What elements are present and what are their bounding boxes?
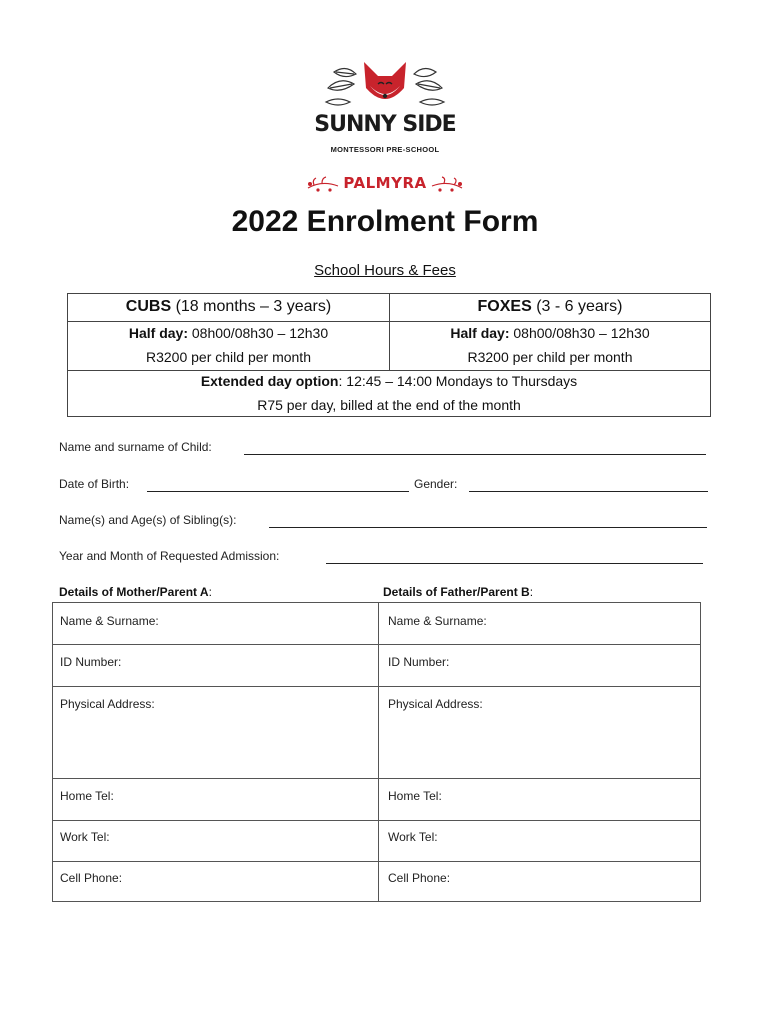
admission-field[interactable] [326,563,703,564]
fox-icon [320,58,450,118]
foxes-halfday-label: Half day: [450,325,510,341]
parent-row-divider [53,644,700,645]
campus-banner [300,172,470,198]
cubs-age: (18 months – 3 years) [171,298,332,315]
parent-column-divider [378,603,379,901]
dob-field[interactable] [147,491,409,492]
fees-heading: School Hours & Fees [314,262,456,279]
parent-b-work-tel-field[interactable]: Work Tel: [388,830,438,844]
parent-a-work-tel-field[interactable]: Work Tel: [60,830,110,844]
foxes-title: FOXES [477,298,532,315]
parent-b-heading-text: Details of Father/Parent B [383,585,530,599]
parent-row-divider [53,778,700,779]
school-logo [320,58,450,158]
parent-a-heading-colon: : [208,585,212,599]
parent-row-divider [53,861,700,862]
logo-name: SUNNY SIDE [314,112,456,137]
dob-label: Date of Birth: [59,477,130,491]
foxes-header [390,298,710,316]
extended-day [68,373,710,389]
child-name-label: Name and surname of Child: [59,440,212,454]
parent-row-divider [53,820,700,821]
foxes-age: (3 - 6 years) [531,298,623,315]
parent-b-cell-field[interactable]: Cell Phone: [388,871,451,885]
parent-a-cell-field[interactable]: Cell Phone: [60,871,123,885]
extended-price: R75 per day, billed at the end of the month [257,397,521,413]
parent-a-heading-text: Details of Mother/Parent A [59,585,209,599]
gender-label: Gender: [414,477,458,491]
parent-b-home-tel-field[interactable]: Home Tel: [388,789,442,803]
child-name-field[interactable] [244,454,706,455]
fees-table [67,293,711,417]
fees-row-divider [68,321,710,322]
logo-tagline: MONTESSORI PRE-SCHOOL [330,145,440,154]
cubs-header [68,298,389,316]
parent-a-home-tel-field[interactable]: Home Tel: [60,789,114,803]
parent-b-address-field[interactable]: Physical Address: [388,697,483,711]
cubs-halfday [68,325,389,341]
campus-name: PALMYRA [343,174,427,192]
gender-field[interactable] [469,491,708,492]
parent-a-id-field[interactable]: ID Number: [60,655,122,669]
siblings-field[interactable] [269,527,707,528]
parent-b-heading [383,585,533,599]
fees-row-divider [68,370,710,371]
extended-label: Extended day option [200,373,339,389]
form-title: 2022 Enrolment Form [231,205,539,238]
cubs-price: R3200 per child per month [146,349,311,365]
cubs-halfday-label: Half day: [128,325,188,341]
siblings-label: Name(s) and Age(s) of Sibling(s): [59,513,237,527]
foxes-halfday [390,325,710,341]
cubs-halfday-time: 08h00/08h30 – 12h30 [187,325,329,341]
foxes-halfday-time: 08h00/08h30 – 12h30 [509,325,650,341]
parent-a-heading [59,585,212,599]
foxes-price: R3200 per child per month [467,349,633,365]
admission-label: Year and Month of Requested Admission: [59,549,280,563]
parent-a-name-field[interactable]: Name & Surname: [60,614,159,628]
parent-b-id-field[interactable]: ID Number: [388,655,450,669]
parent-b-name-field[interactable]: Name & Surname: [388,614,487,628]
cubs-title: CUBS [125,298,172,315]
parent-row-divider [53,686,700,687]
parent-b-heading-colon: : [529,585,534,599]
extended-text: : 12:45 – 14:00 Mondays to Thursdays [338,373,578,389]
parent-details-table [52,602,701,902]
parent-a-address-field[interactable]: Physical Address: [60,697,155,711]
